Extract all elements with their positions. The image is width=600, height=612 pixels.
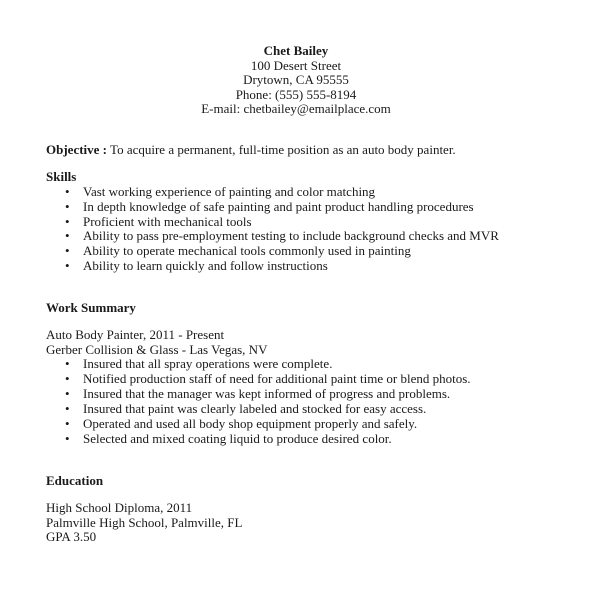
work-list (46, 357, 471, 446)
email: E-mail: chetbailey@emailplace.com (201, 101, 391, 117)
phone: Phone: (555) 555-8194 (235, 86, 357, 102)
candidate-name: Chet Bailey (263, 43, 329, 58)
list-item: • Ability to operate mechanical tools commonly used in painting (46, 244, 499, 259)
list-item: • Selected and mixed coating liquid to produce desired color. (46, 432, 471, 447)
school: Palmville High School, Palmville, FL (46, 514, 243, 530)
job-title: Auto Body Painter, 2011 - Present (46, 326, 225, 342)
list-item: • Vast working experience of painting and color matching (46, 185, 499, 200)
company: Gerber Collision & Glass - Las Vegas, NV (46, 341, 268, 357)
list-item: • Insured that paint was clearly labeled and stocked for easy access. (46, 402, 471, 417)
skills-heading: Skills (46, 169, 77, 184)
list-item: • Ability to pass pre-employment testing to include background checks and MVR (46, 229, 499, 244)
degree: High School Diploma, 2011 (46, 499, 193, 515)
list-item: • Operated and used all body shop equipment properly and safely. (46, 417, 471, 432)
resume-header (0, 44, 592, 117)
work-heading: Work Summary (46, 300, 136, 315)
list-item: • Insured that the manager was kept informed of progress and problems. (46, 387, 471, 402)
skills-section (46, 170, 499, 274)
objective (46, 143, 456, 158)
objective-text: To acquire a permanent, full-time position as an auto body painter. (107, 142, 456, 157)
education-section (46, 474, 242, 545)
street-address: 100 Desert Street (250, 57, 342, 73)
objective-label: Objective : (46, 142, 108, 157)
list-item: • Notified production staff of need for additional paint time or blend photos. (46, 372, 471, 387)
skills-list (46, 185, 499, 274)
gpa: GPA 3.50 (46, 529, 97, 545)
city-state-zip: Drytown, CA 95555 (243, 72, 349, 88)
list-item: • Ability to learn quickly and follow instructions (46, 259, 499, 274)
education-heading: Education (46, 473, 104, 488)
list-item: • In depth knowledge of safe painting and paint product handling procedures (46, 200, 499, 215)
list-item: • Proficient with mechanical tools (46, 215, 499, 230)
list-item: • Insured that all spray operations were complete. (46, 357, 471, 372)
work-section (46, 301, 471, 447)
